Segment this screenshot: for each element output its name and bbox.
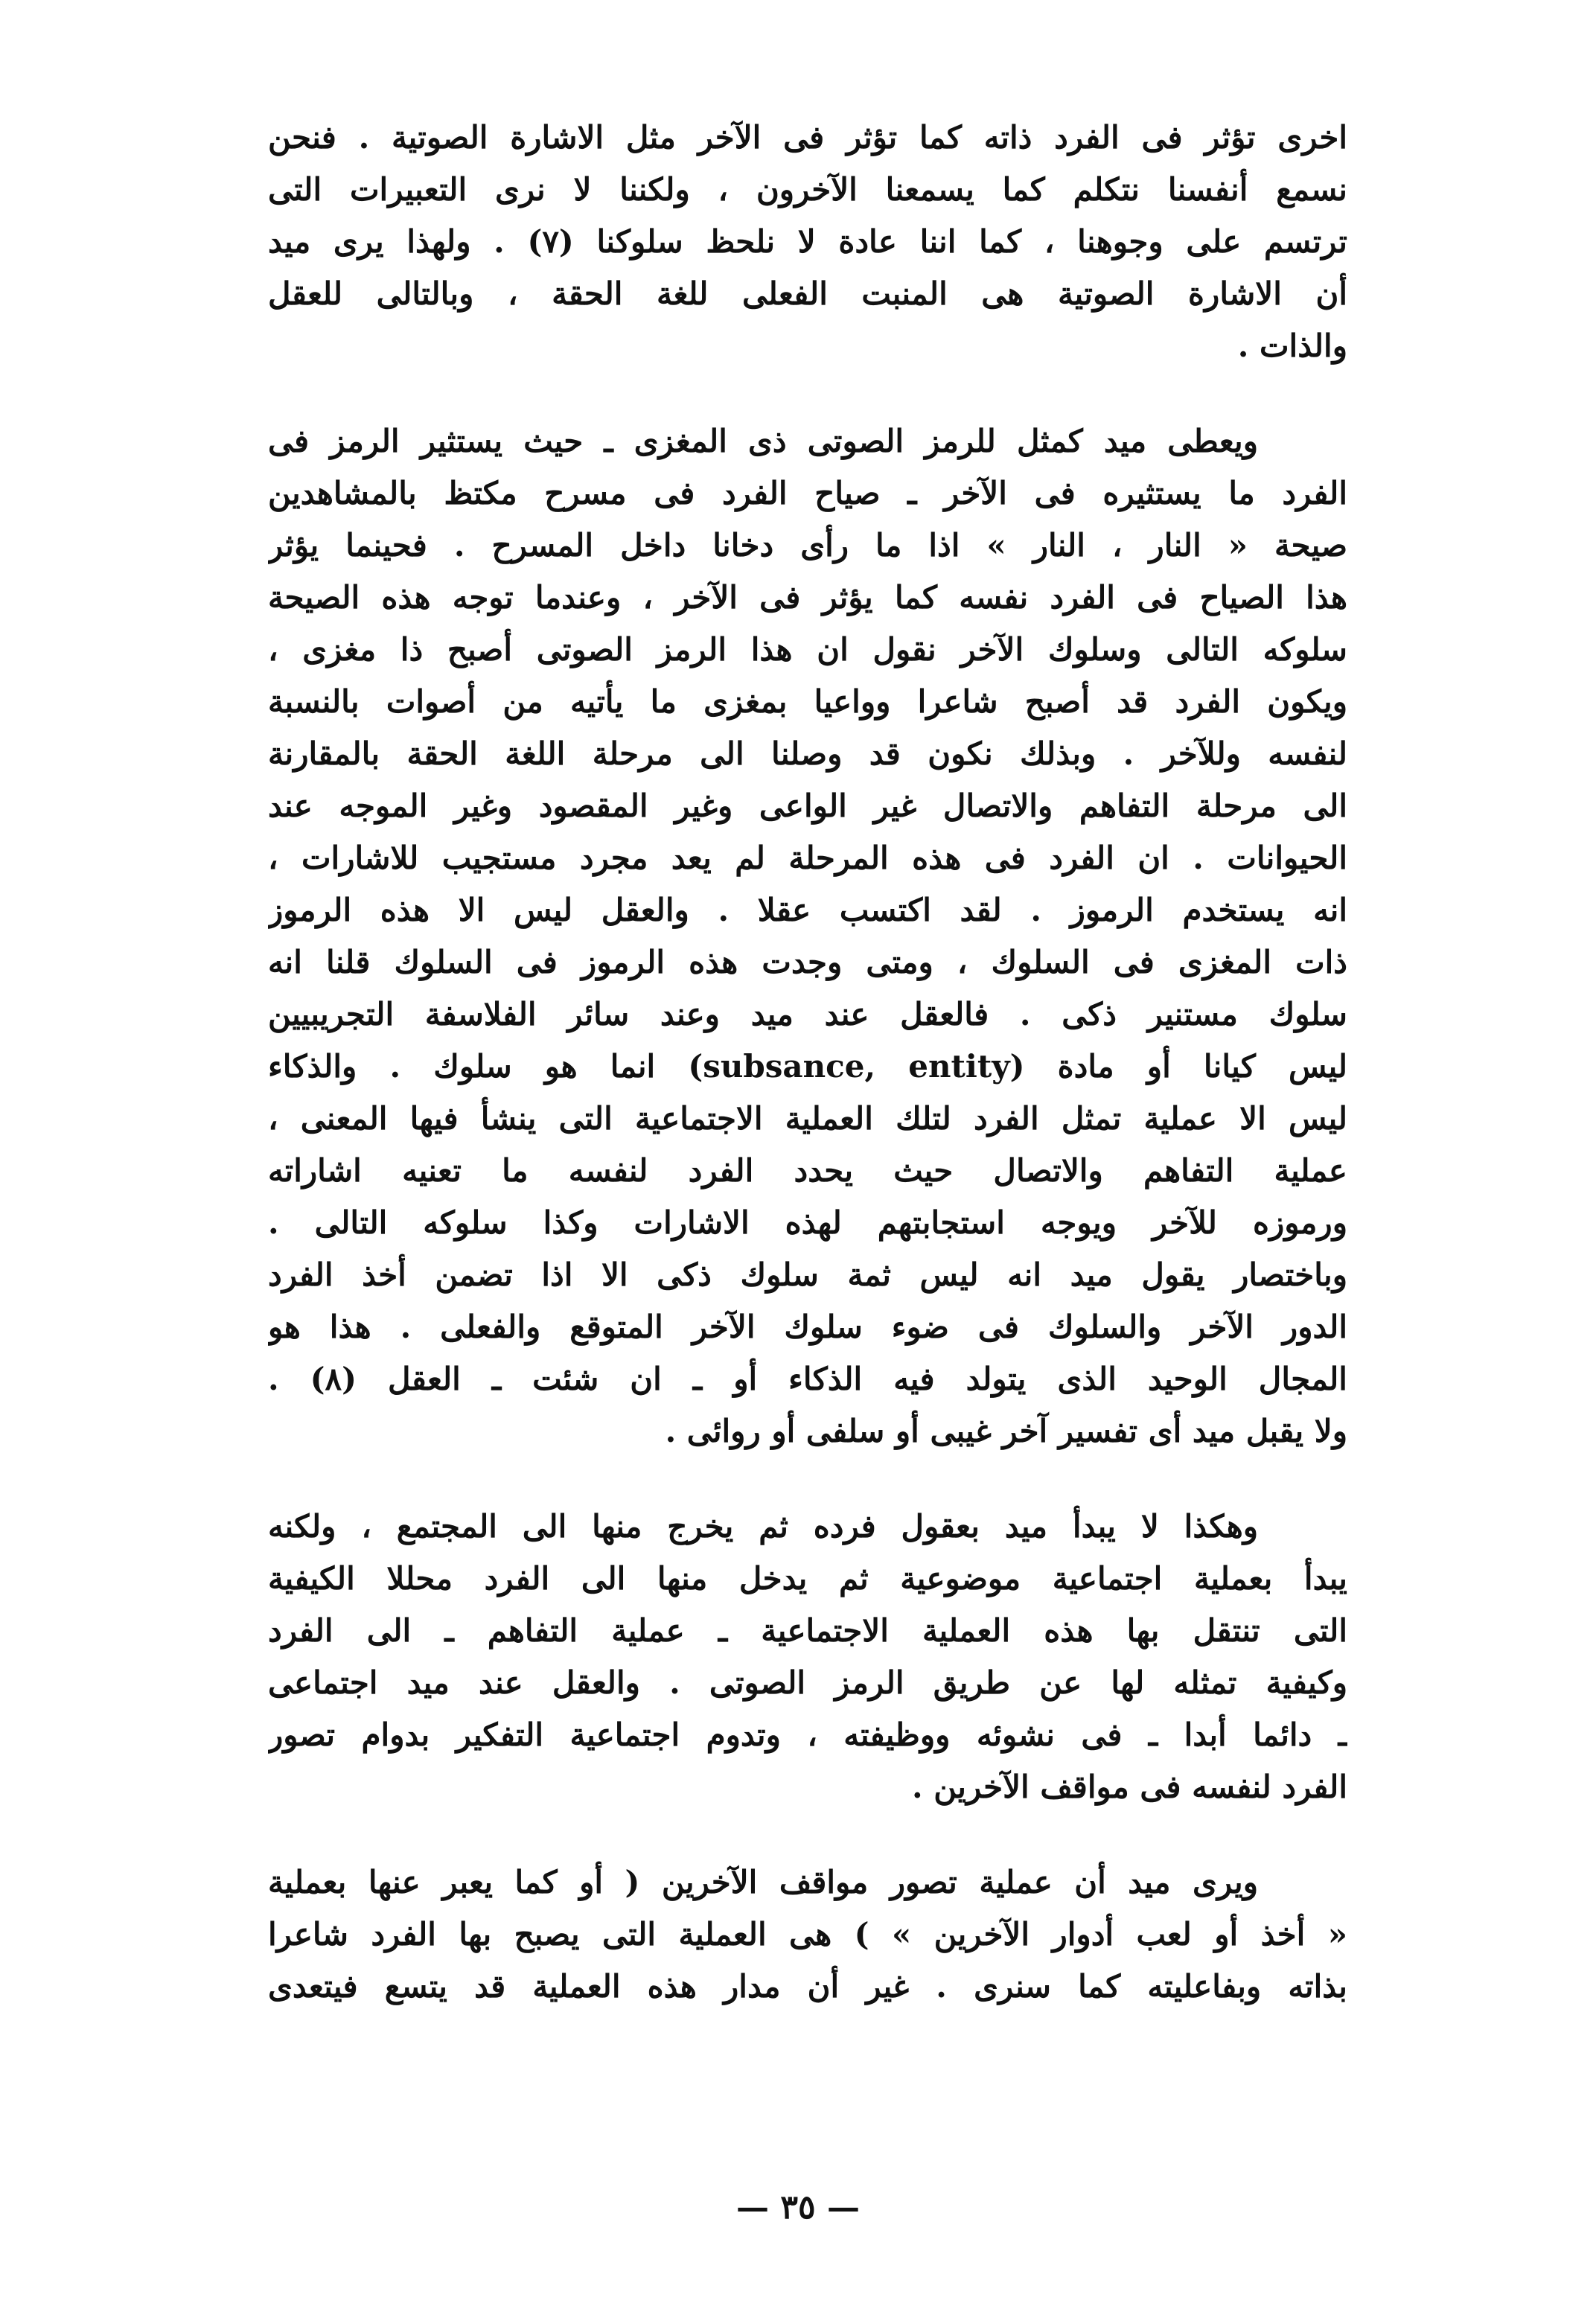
text-line: هذا الصياح فى الفرد نفسه كما يؤثر فى الآخر ، وعندما توجه هذه الصيحة [268,579,1347,616]
text-line: ويرى ميد أن عملية تصور مواقف الآخرين ( أو كما يعبر عنها بعملية [268,1864,1258,1900]
text-line: ليس الا عملية تمثل الفرد لتلك العملية الاجتماعية التى ينشأ فيها المعنى ، [268,1100,1347,1137]
text-line: الفرد لنفسه فى مواقف الآخرين . [912,1769,1347,1805]
text-line: والذات . [1237,328,1347,364]
text-line: الفرد ما يستثيره فى الآخر ـ صياح الفرد فى مسرح مكتظ بالمشاهدين [268,475,1347,511]
text-line: ذات المغزى فى السلوك ، ومتى وجدت هذه الرموز فى السلوك قلنا انه [268,944,1347,980]
text-line: وكيفية تمثله لها عن طريق الرمز الصوتى . والعقل عند ميد اجتماعى [268,1664,1347,1701]
text-line: « أخذ أو لعب أدوار الآخرين » ) هى العملية التى يصبح بها الفرد شاعرا [268,1916,1347,1952]
text-line: التى تنتقل بها هذه العملية الاجتماعية ـ عملية التفاهم ـ الى الفرد [268,1612,1347,1649]
text-line: ليس كيانا أو مادة (subsance, entity) انما هو سلوك . والذكاء [268,1048,1347,1085]
text-line: لنفسه وللآخر . وبذلك نكون قد وصلنا الى مرحلة اللغة الحقة بالمقارنة [268,735,1347,772]
text-line: سلوكه التالى وسلوك الآخر نقول ان هذا الرمز الصوتى أصبح ذا مغزى ، [268,631,1347,668]
text-line: بذاته وبفاعليته كما سنرى . غير أن مدار هذه العملية قد يتسع فيتعدى [268,1968,1347,2005]
text-line: المجال الوحيد الذى يتولد فيه الذكاء أو ـ ان شئت ـ العقل (٨) . [268,1361,1347,1397]
text-line: الحيوانات . ان الفرد فى هذه المرحلة لم يعد مجرد مستجيب للاشارات ، [268,840,1347,876]
text-line: انه يستخدم الرموز . لقد اكتسب عقلا . والعقل ليس الا هذه الرموز [268,892,1347,928]
text-line: ترتسم على وجوهنا ، كما اننا عادة لا نلحظ سلوكنا (٧) . ولهذا يرى ميد [268,223,1347,260]
text-line: ورموزه للآخر ويوجه استجابتهم لهذه الاشارات وكذا سلوكه التالى . [268,1204,1347,1241]
text-line: ويعطى ميد كمثل للرمز الصوتى ذى المغزى ـ حيث يستثير الرمز فى [268,423,1258,459]
paragraph-1 [268,112,1347,372]
text-line: ويكون الفرد قد أصبح شاعرا وواعيا بمغزى ما يأتيه من أصوات بالنسبة [268,683,1347,720]
text-line: وهكذا لا يبدأ ميد بعقول فرده ثم يخرج منها الى المجتمع ، ولكنه [268,1508,1258,1545]
text-line: اخرى تؤثر فى الفرد ذاته كما تؤثر فى الآخر مثل الاشارة الصوتية . فنحن [268,119,1347,156]
text-line: الدور الآخر والسلوك فى ضوء سلوك الآخر المتوقع والفعلى . هذا هو [268,1309,1347,1345]
text-line: نسمع أنفسنا نتكلم كما يسمعنا الآخرون ، ولكننا لا نرى التعبيرات التى [268,171,1347,208]
text-line: ولا يقبل ميد أى تفسير آخر غيبى أو سلفى أو روائى . [665,1413,1347,1449]
text-line: ـ دائما أبدا ـ فى نشوئه ووظيفته ، وتدوم اجتماعية التفكير بدوام تصور [268,1717,1347,1753]
text-line: سلوك مستنير ذكى . فالعقل عند ميد وعند سائر الفلاسفة التجريبيين [268,996,1347,1032]
text-line: الى مرحلة التفاهم والاتصال غير الواعى وغير المقصود وغير الموجه عند [268,788,1347,824]
document-page [268,112,1347,2196]
paragraph-4 [268,1856,1347,2013]
paragraph-3 [268,1501,1347,1813]
text-line: يبدأ بعملية اجتماعية موضوعية ثم يدخل منها الى الفرد محللا الكيفية [268,1560,1347,1597]
paragraph-2 [268,415,1347,1457]
text-line: وباختصار يقول ميد انه ليس ثمة سلوك ذكى الا اذا تضمن أخذ الفرد [268,1256,1347,1293]
text-line: أن الاشارة الصوتية هى المنبت الفعلى للغة الحقة ، وبالتالى للعقل [268,275,1347,312]
text-line: صيحة « النار ، النار » اذا ما رأى دخانا داخل المسرح . فحينما يؤثر [268,527,1347,563]
text-line: عملية التفاهم والاتصال حيث يحدد الفرد لنفسه ما تعنيه اشاراته [268,1152,1347,1189]
page-number: — ٣٥ — [736,2188,860,2226]
